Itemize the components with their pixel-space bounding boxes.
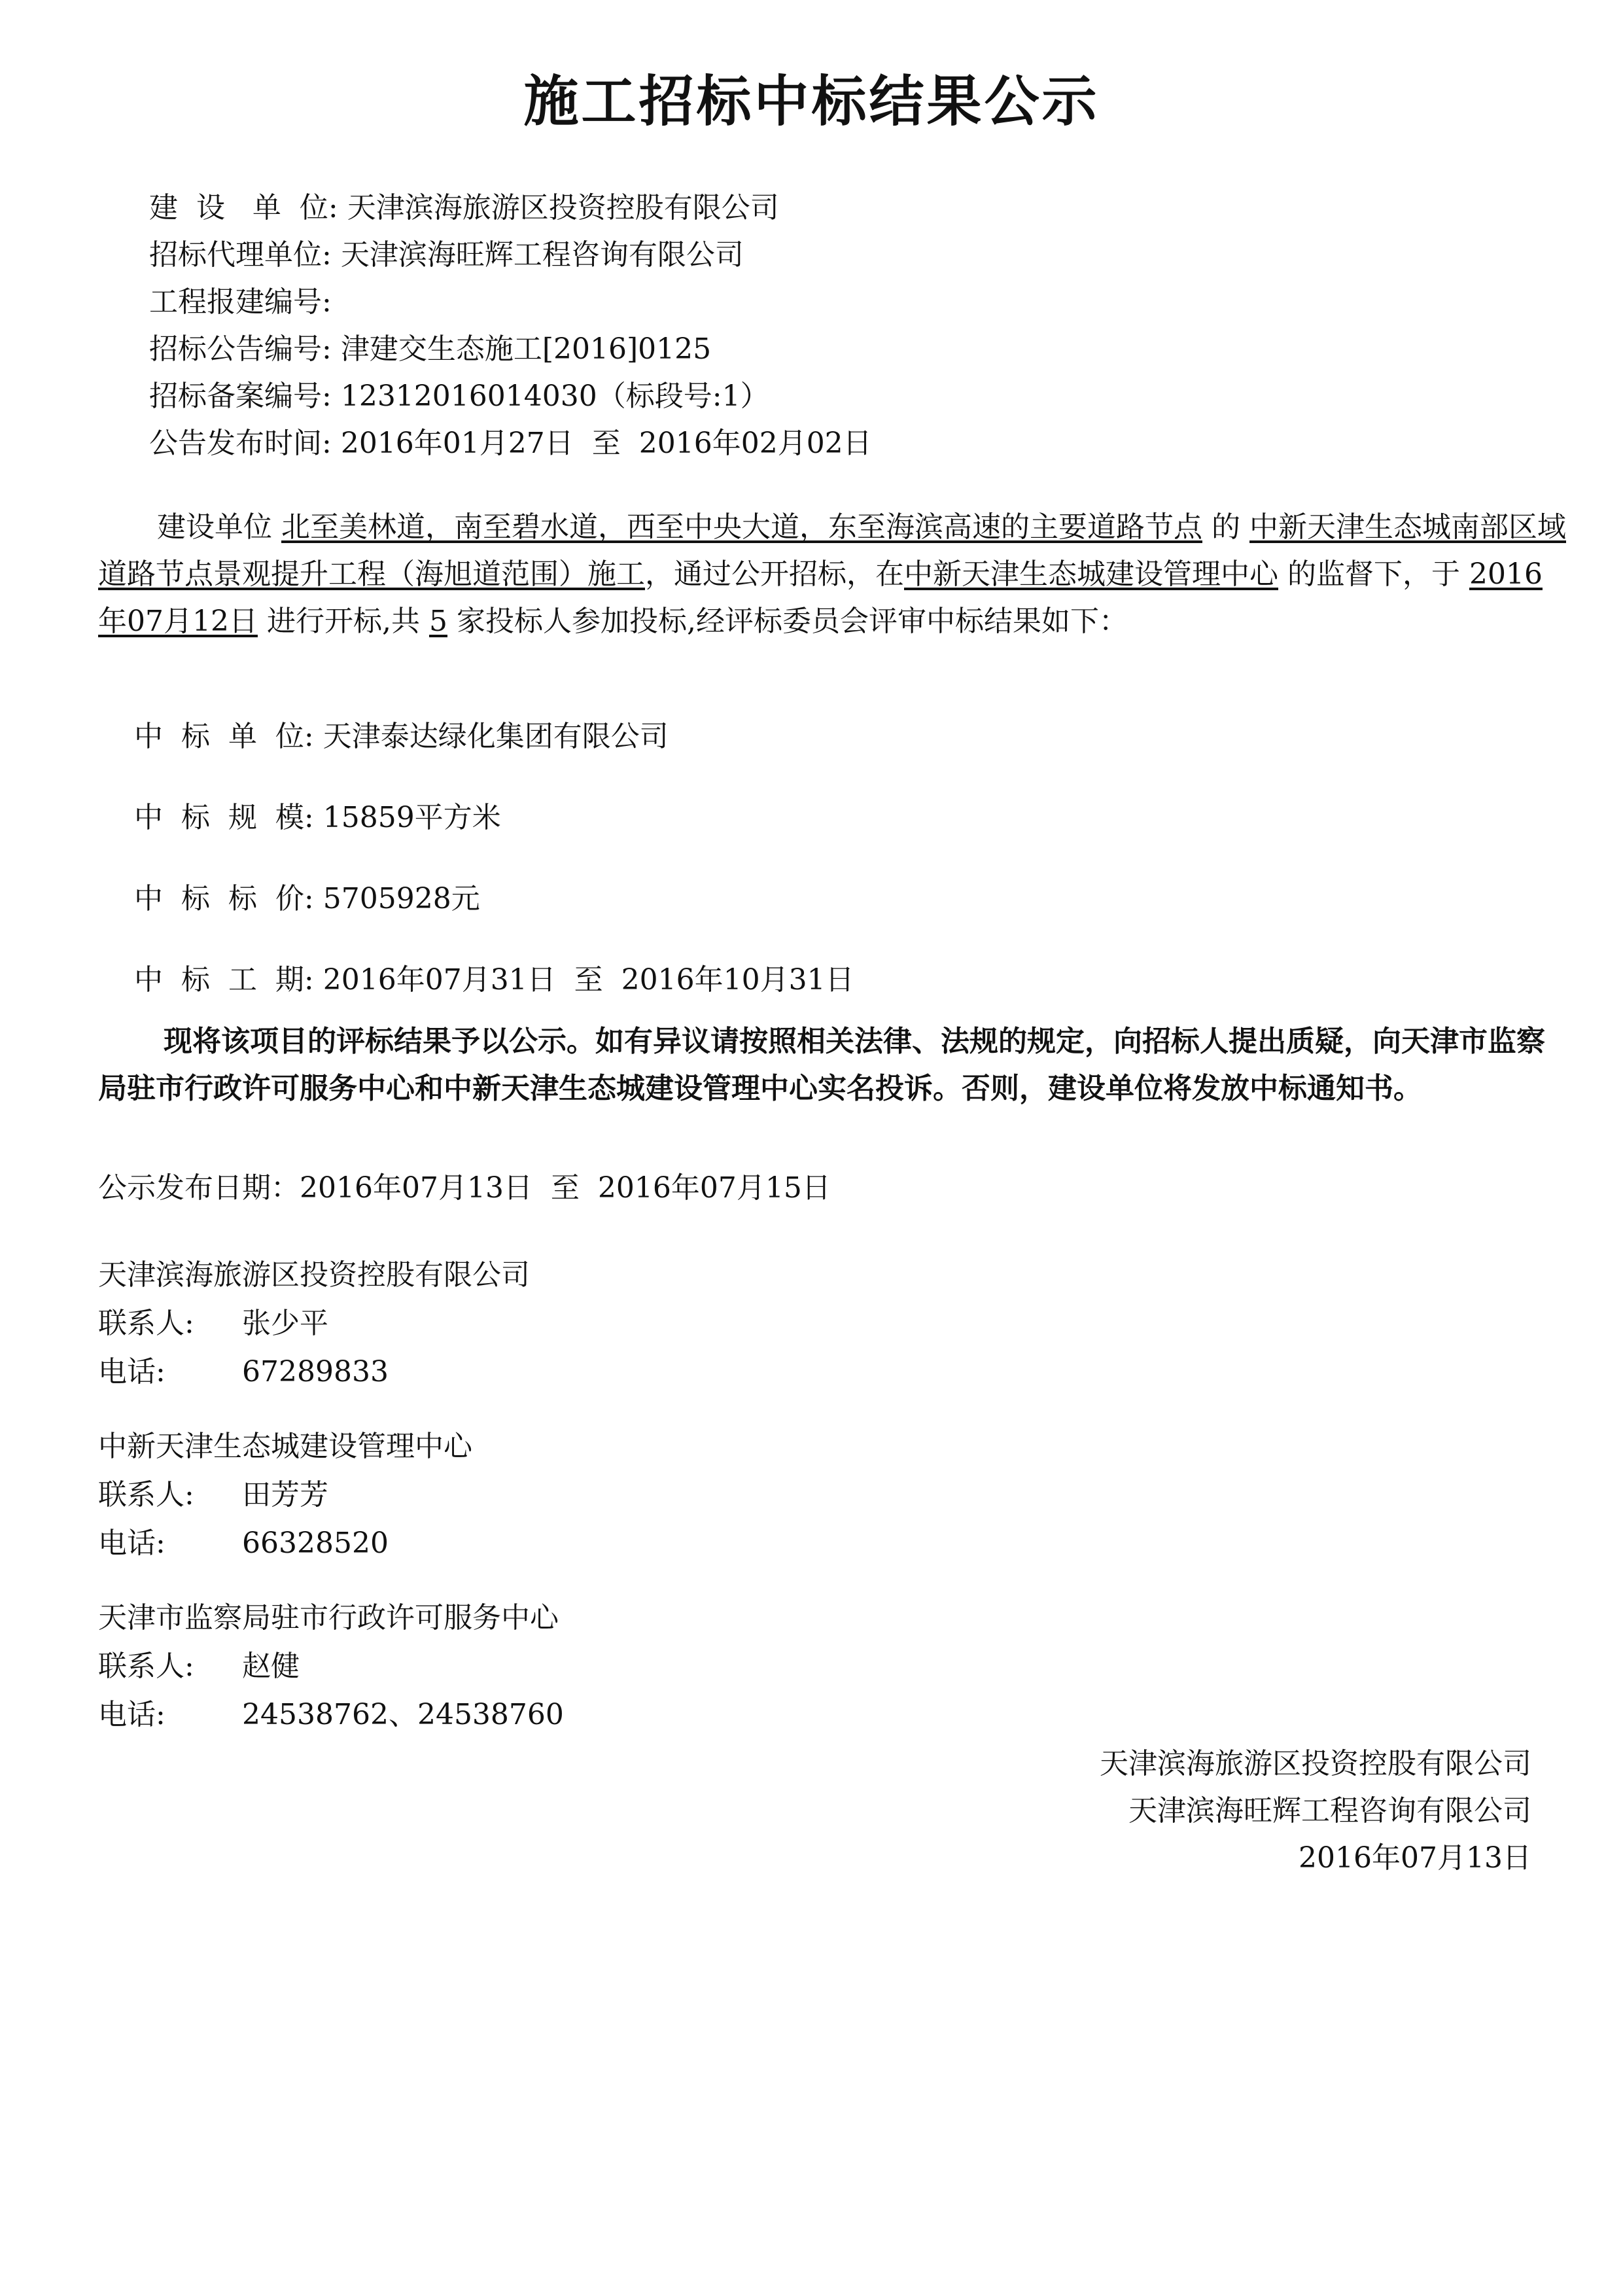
intro-text: ，通过公开招标，在 — [645, 557, 904, 591]
signature-block — [1100, 1740, 1531, 1882]
header-label: 招标代理单位: — [149, 238, 332, 272]
header-value: 天津滨海旅游区投资控股有限公司 — [347, 191, 779, 224]
signature-agent: 天津滨海旺辉工程咨询有限公司 — [1128, 1794, 1531, 1828]
contact-group — [98, 1594, 564, 1739]
header-value: 12312016014030（标段号:1） — [340, 380, 769, 413]
contact-group — [98, 1251, 564, 1396]
award-value: 15859平方米 — [323, 801, 501, 834]
award-value: 天津泰达绿化集团有限公司 — [323, 720, 669, 753]
intro-text: 进行开标,共 — [266, 605, 420, 638]
award-row-price — [134, 875, 854, 957]
publication-period: 公示发布日期：2016年07月13日 至 2016年07月15日 — [98, 1171, 831, 1205]
bidder-count: 5 — [428, 605, 447, 638]
contact-group — [98, 1422, 564, 1568]
contact-org: 中新天津生态城建设管理中心 — [98, 1430, 472, 1463]
award-value: 2016年07月31日 至 2016年10月31日 — [323, 963, 854, 997]
header-value: 津建交生态施工[2016]0125 — [340, 332, 712, 366]
contact-person: 赵健 — [242, 1650, 300, 1683]
contact-person: 田芳芳 — [242, 1478, 328, 1511]
contact-phone-label: 电话: — [98, 1698, 166, 1731]
award-info — [134, 713, 854, 1038]
intro-text: 建设单位 — [157, 510, 272, 544]
intro-text: 家投标人参加投标,经评标委员会评审中标结果如下： — [456, 605, 1128, 638]
contact-phone-row — [98, 1519, 564, 1568]
intro-text: 的监督下，于 — [1287, 557, 1460, 591]
header-label: 招标备案编号: — [149, 380, 332, 413]
header-label: 招标公告编号: — [149, 332, 332, 366]
header-row-publish-time — [149, 420, 872, 467]
award-label: 中 标 规 模: — [134, 801, 314, 834]
header-label: 建 设 单 位: — [149, 191, 338, 224]
contact-org: 天津市监察局驻市行政许可服务中心 — [98, 1601, 559, 1634]
award-row-scale — [134, 794, 854, 875]
header-label: 工程报建编号: — [149, 285, 332, 319]
header-value: 天津滨海旺辉工程咨询有限公司 — [340, 238, 744, 272]
open-date: 2016年07月12日 — [98, 557, 1543, 638]
contact-person-row — [98, 1299, 564, 1348]
header-row-owner — [149, 185, 872, 232]
contact-phone: 67289833 — [242, 1355, 389, 1388]
contact-phone-label: 电话: — [98, 1355, 166, 1388]
header-value: 2016年01月27日 至 2016年02月02日 — [340, 427, 872, 460]
contact-person-row — [98, 1642, 564, 1691]
intro-paragraph — [98, 504, 1567, 645]
contacts-section — [98, 1251, 564, 1765]
contact-phone-row — [98, 1348, 564, 1396]
contact-phone: 66328520 — [242, 1527, 389, 1560]
contact-person-row — [98, 1471, 564, 1519]
contact-phone: 24538762、24538760 — [242, 1698, 564, 1731]
award-row-winner — [134, 713, 854, 794]
intro-text: 的 — [1212, 510, 1240, 544]
signature-date: 2016年07月13日 — [1299, 1841, 1531, 1875]
signature-owner: 天津滨海旅游区投资控股有限公司 — [1100, 1747, 1531, 1780]
objection-notice: 现将该项目的评标结果予以公示。如有异议请按照相关法律、法规的规定，向招标人提出质疑，向天津市监察局驻市行政许可服务中心和中新天津生态城建设管理中心实名投诉。否则，建设单位将发放中标通知书。 — [98, 1025, 1545, 1105]
contact-phone-row — [98, 1691, 564, 1739]
project-location: 北至美林道，南至碧水道，西至中央大道，东至海滨高速的主要道路节点 — [281, 510, 1202, 544]
award-label: 中 标 单 位: — [134, 720, 314, 753]
award-label: 中 标 工 期: — [134, 963, 314, 997]
header-row-agent — [149, 232, 872, 279]
contact-person: 张少平 — [242, 1307, 328, 1340]
header-label: 公告发布时间: — [149, 427, 332, 460]
header-info — [149, 185, 872, 467]
supervisor-name: 中新天津生态城建设管理中心 — [904, 557, 1278, 591]
document-title: 施工招标中标结果公示 — [523, 69, 1100, 133]
project-name: 中新天津生态城南部区域道路节点景观提升工程（海旭道范围）施工 — [98, 510, 1566, 591]
header-row-announcement-no — [149, 326, 872, 373]
header-row-registration-no — [149, 279, 872, 326]
contact-person-label: 联系人: — [98, 1478, 194, 1511]
award-value: 5705928元 — [323, 882, 480, 915]
award-label: 中 标 标 价: — [134, 882, 314, 915]
contact-person-label: 联系人: — [98, 1650, 194, 1683]
contact-org: 天津滨海旅游区投资控股有限公司 — [98, 1258, 530, 1292]
contact-phone-label: 电话: — [98, 1527, 166, 1560]
contact-person-label: 联系人: — [98, 1307, 194, 1340]
header-row-filing-no — [149, 373, 872, 420]
